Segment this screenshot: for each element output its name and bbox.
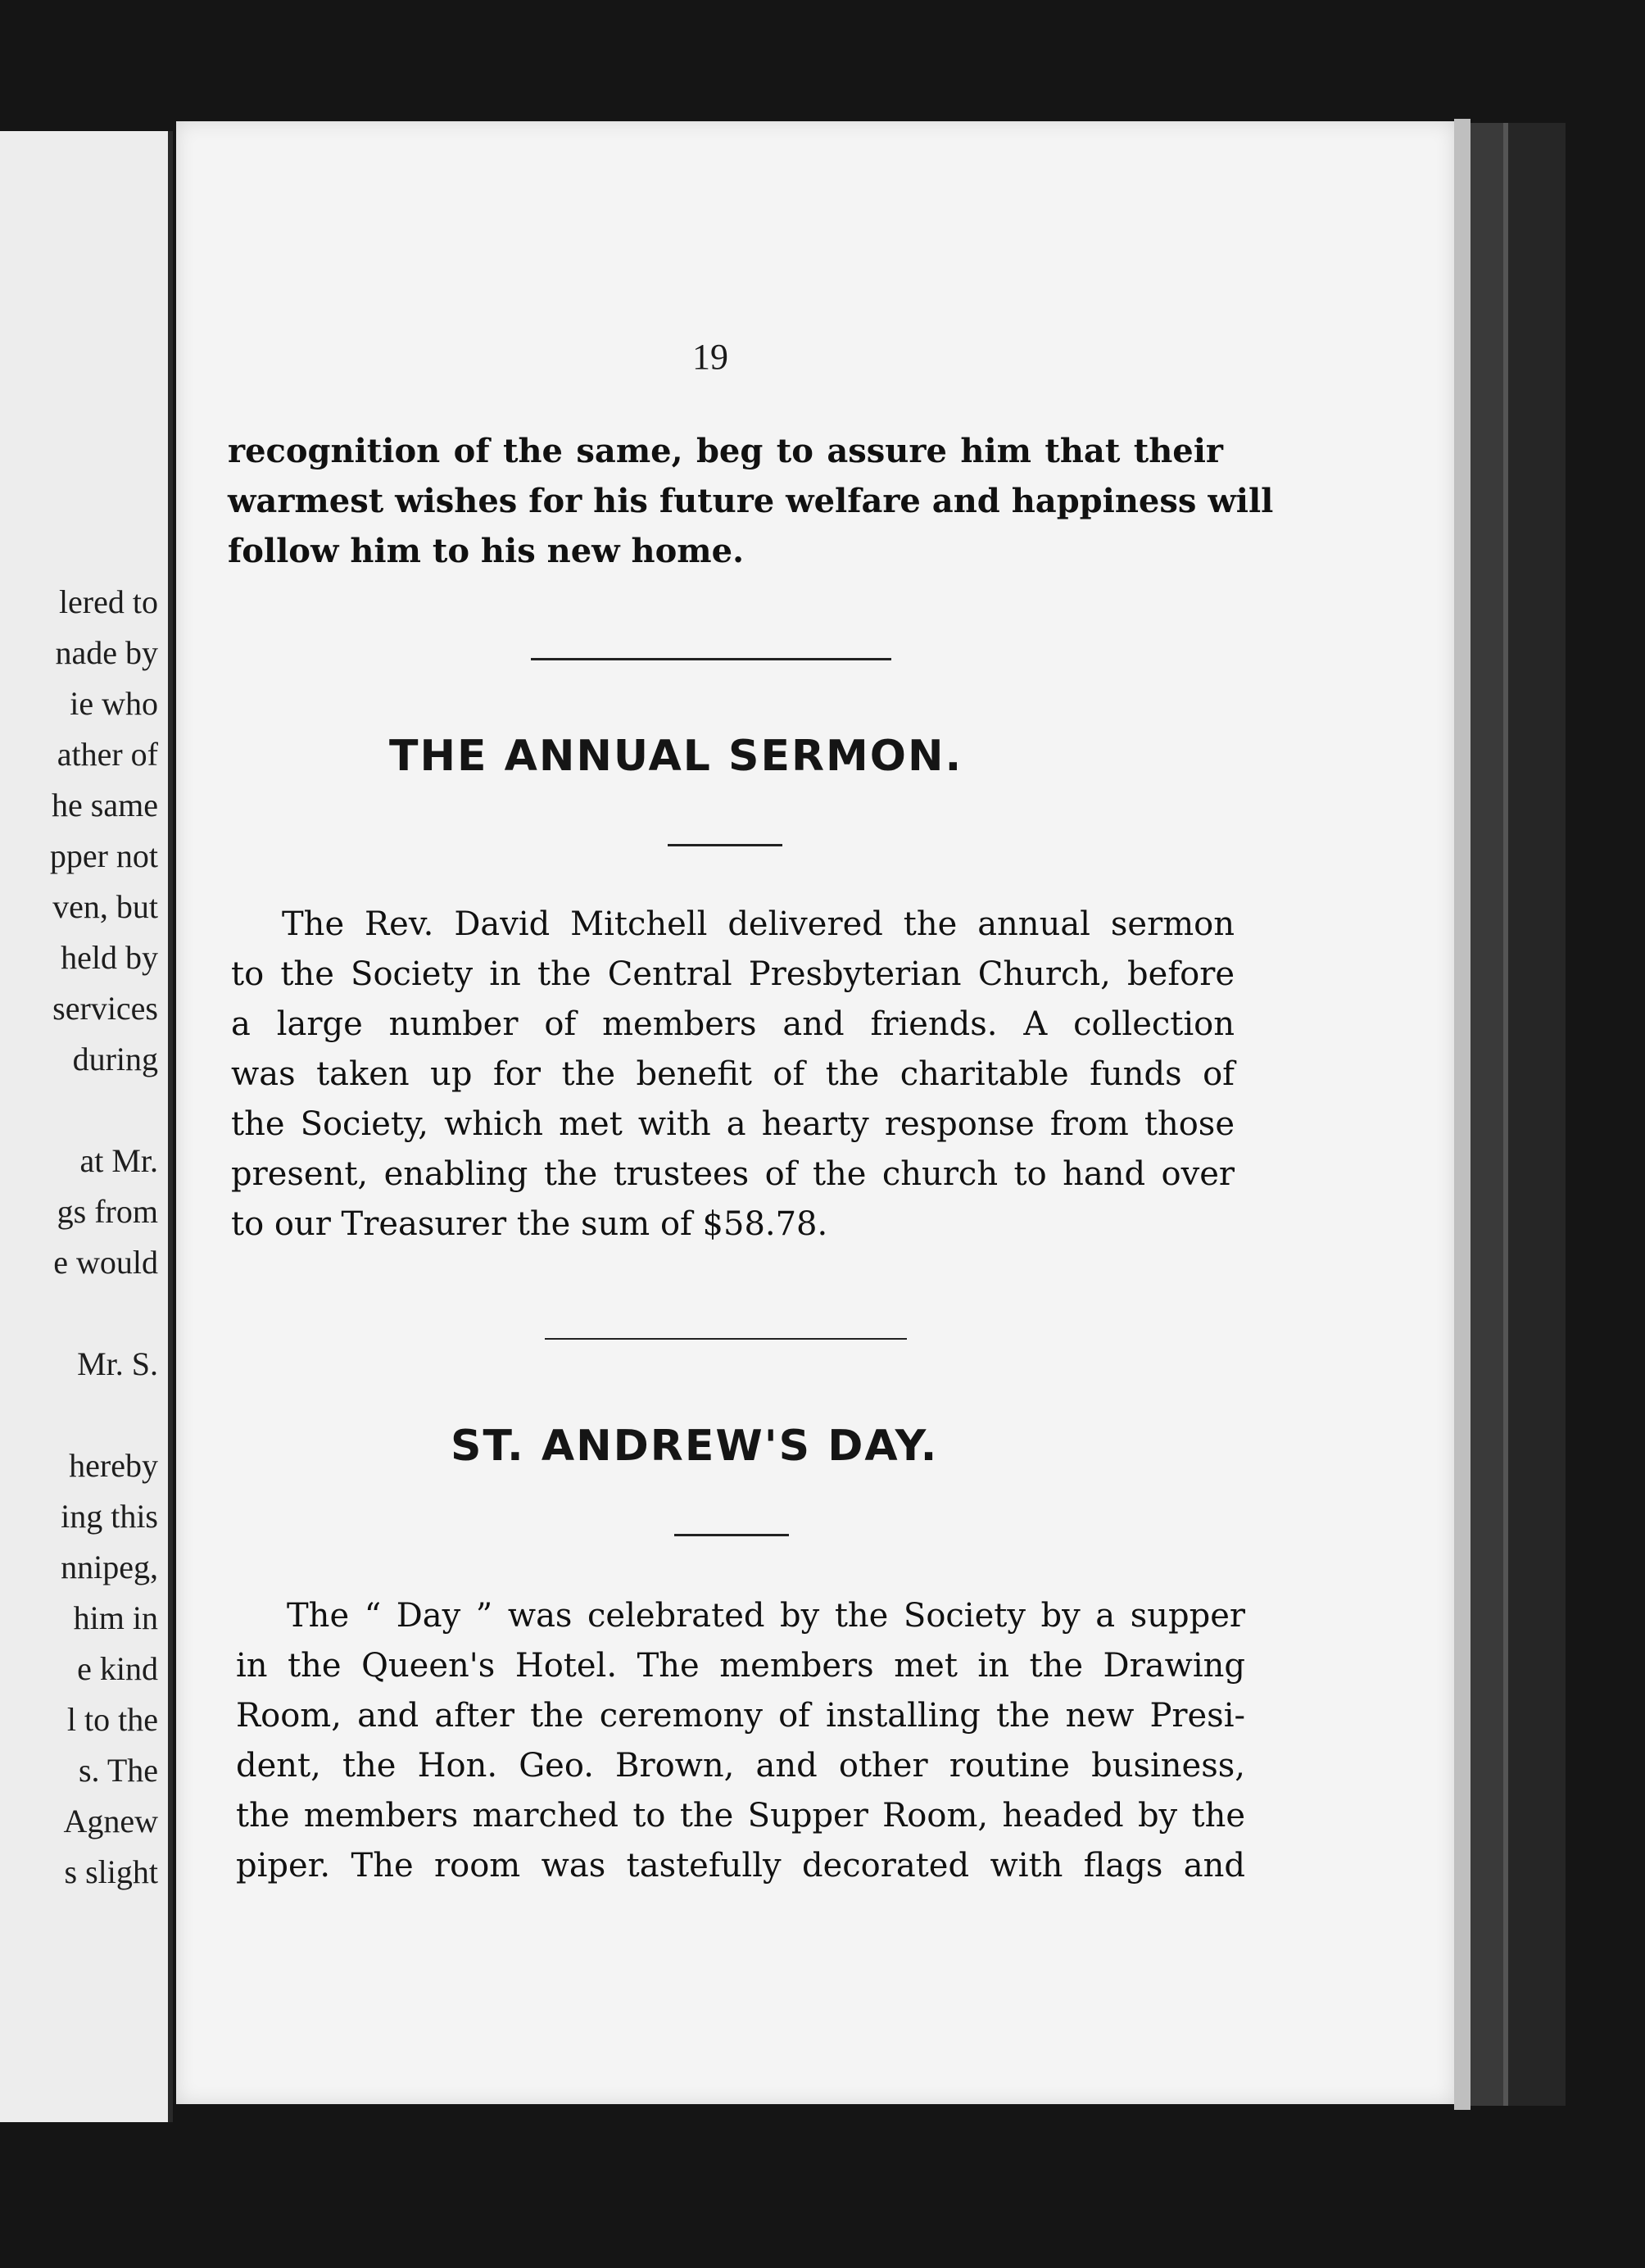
section-divider [531,658,891,660]
text-line: warmest wishes for his future welfare and happiness will [228,482,1274,520]
st-andrews-day-paragraph [236,1591,1245,1891]
book-cover-edge [1503,123,1566,2106]
left-text-line: gs from [57,1193,158,1230]
left-text-line: nade by [55,634,158,671]
section-divider [545,1338,907,1340]
left-text-line: services [52,990,158,1027]
page-edge [1454,119,1471,2110]
left-text-line: e kind [77,1650,158,1687]
text-line: dent, the Hon. Geo. Brown, and other routine business, [236,1747,1245,1785]
page-number: 19 [692,337,728,377]
text-line: a large number of members and friends. A collection [231,1005,1235,1043]
text-line: to our Treasurer the sum of $58.78. [231,1205,828,1243]
text-line: recognition of the same, beg to assure him that their [228,432,1223,470]
text-line: present, enabling the trustees of the church to hand over [231,1155,1235,1193]
left-text-line: Agnew [63,1803,158,1839]
left-text-line: lered to [58,583,158,620]
left-text-line: Mr. S. [77,1345,158,1382]
left-text-line: held by [61,939,158,976]
left-text-line: ven, but [52,888,158,925]
left-text-line: him in [73,1599,158,1636]
heading-underline [674,1534,789,1536]
left-text-line: s. The [78,1752,158,1789]
text-line: the members marched to the Supper Room, headed by the [236,1797,1245,1835]
left-text-line: e would [53,1244,158,1281]
left-text-line: during [72,1041,158,1077]
left-text-line: he same [52,787,158,823]
left-text-line: at Mr. [79,1142,158,1179]
left-text-line: hereby [69,1447,158,1484]
text-line: in the Queen's Hotel. The members met in the Drawing [236,1647,1245,1685]
left-text-line: pper not [49,837,158,874]
left-page-fragment [0,131,173,2122]
text-line: Room, and after the ceremony of installing the new Presi- [236,1697,1245,1735]
page-edge [1471,123,1503,2106]
text-line: follow him to his new home. [228,532,744,570]
annual-sermon-paragraph [231,900,1235,1250]
text-line: the Society, which met with a hearty response from those [231,1105,1235,1143]
text-line: piper. The room was tastefully decorated with flags and [236,1847,1245,1885]
intro-paragraph [228,426,1274,576]
left-text-line: ie who [70,685,158,722]
section-heading-annual-sermon: THE ANNUAL SERMON. [389,732,963,781]
text-line: The “ Day ” was celebrated by the Society by a supper [287,1597,1245,1635]
left-text-line: ather of [57,736,158,773]
text-line: was taken up for the benefit of the charitable funds of [231,1055,1235,1093]
left-text-line: l to the [66,1701,158,1738]
left-text-line: nnipeg, [61,1549,158,1585]
heading-underline [668,844,782,846]
left-text-line: ing this [61,1498,158,1535]
text-line: The Rev. David Mitchell delivered the annual sermon [282,905,1235,943]
section-heading-st-andrews-day: ST. ANDREW'S DAY. [451,1422,939,1471]
text-line: to the Society in the Central Presbyterian Church, before [231,955,1235,993]
left-text-line: s slight [64,1853,158,1890]
